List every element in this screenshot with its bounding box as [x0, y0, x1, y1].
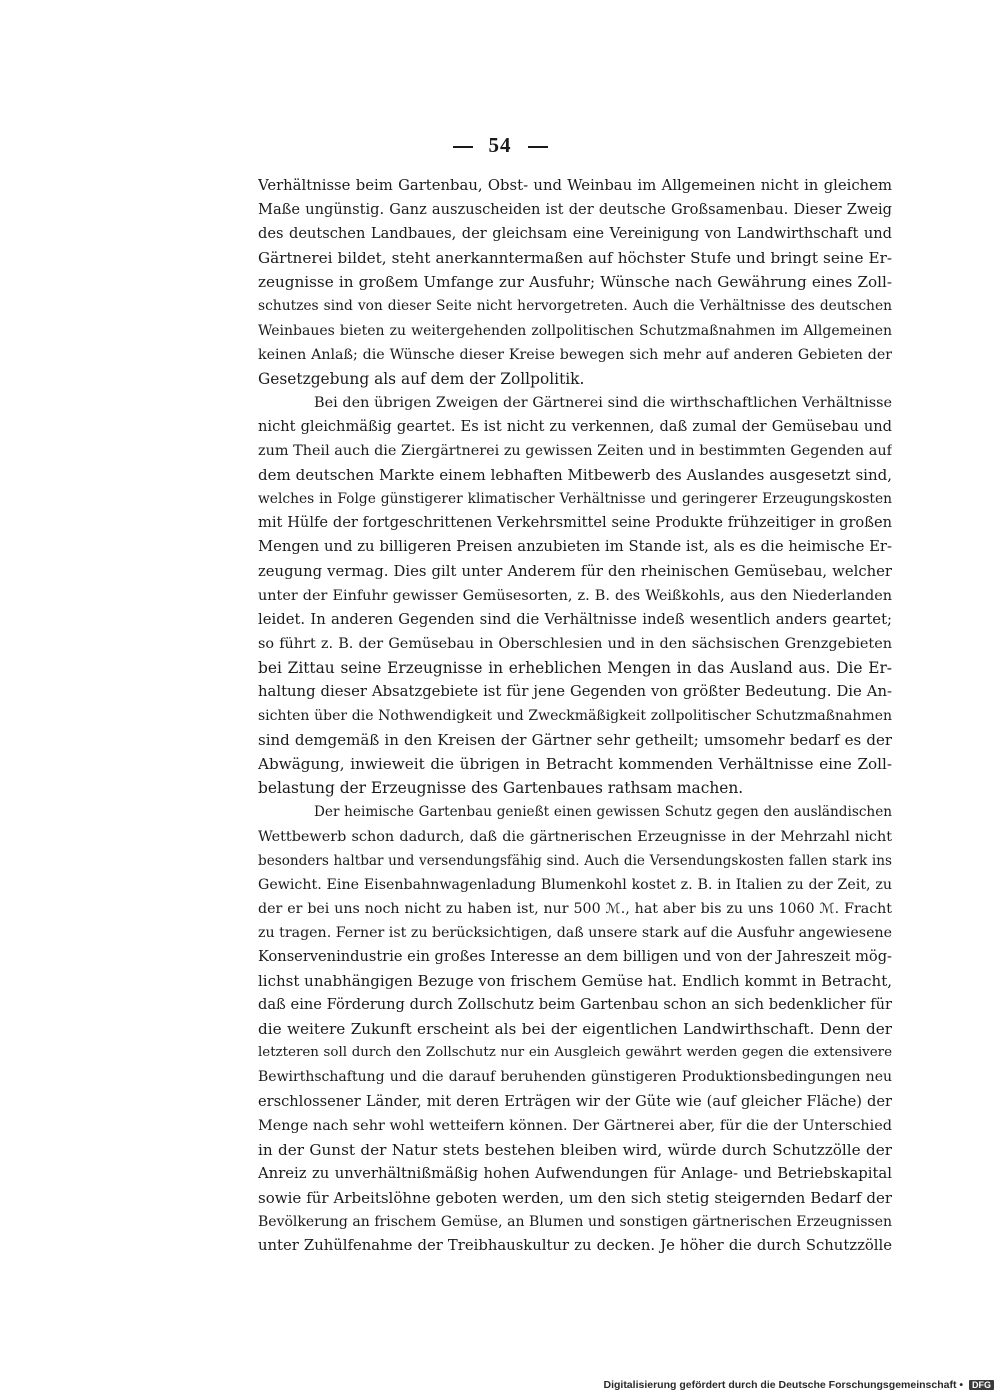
text-line: unter der Einfuhr gewisser Gemüsesorten, z. B. des Weißkohls, aus den Niederlanden [258, 587, 892, 604]
text-line: so führt z. B. der Gemüsebau in Oberschlesien und in den sächsischen Grenzgebieten [258, 635, 892, 652]
text-line: Anreiz zu unverhältnißmäßig hohen Aufwendungen für Anlage- und Betriebskapital [258, 1164, 892, 1182]
paragraph [258, 800, 892, 1258]
text-line: keinen Anlaß; die Wünsche dieser Kreise bewegen sich mehr auf anderen Gebieten der [258, 346, 892, 363]
text-line: sichten über die Nothwendigkeit und Zweckmäßigkeit zollpolitischer Schutzmaßnahmen [258, 708, 892, 725]
text-line: leidet. In anderen Gegenden sind die Verhältnisse indeß wesentlich anders geartet; [258, 610, 892, 628]
text-line: sowie für Arbeitslöhne geboten werden, um den sich stetig steigernden Bedarf der [258, 1188, 892, 1207]
text-line: belastung der Erzeugnisse des Gartenbaues rathsam machen. [258, 779, 744, 798]
text-line: Abwägung, inwieweit die übrigen in Betracht kommenden Verhältnisse eine Zoll- [258, 755, 892, 774]
page-number-right-dash [528, 146, 548, 148]
footer-separator: • [959, 1379, 964, 1391]
text-line: Bei den übrigen Zweigen der Gärtnerei sind die wirthschaftlichen Verhältnisse [314, 394, 892, 411]
text-line: Bewirthschaftung und die darauf beruhenden günstigeren Produktionsbedingungen neu [258, 1069, 892, 1086]
text-line: Gesetzgebung als auf dem der Zollpolitik. [258, 369, 585, 388]
text-line: Menge nach sehr wohl wetteifern können. Der Gärtnerei aber, für die der Unterschied [258, 1117, 892, 1134]
page-number [0, 133, 1000, 158]
text-line: erschlossener Länder, mit deren Erträgen wir der Güte wie (auf gleicher Fläche) der [258, 1092, 892, 1110]
text-line: Verhältnisse beim Gartenbau, Obst- und Weinbau im Allgemeinen nicht in gleichem [258, 177, 892, 194]
text-line: unter Zuhülfenahme der Treibhauskultur zu decken. Je höher die durch Schutzzölle [258, 1237, 892, 1255]
text-line: Gewicht. Eine Eisenbahnwagenladung Blumenkohl kostet z. B. in Italien zu der Zeit, zu [258, 876, 892, 893]
text-line: Bevölkerung an frischem Gemüse, an Blumen und sonstigen gärtnerischen Erzeugnissen [258, 1214, 892, 1231]
text-line: Mengen und zu billigeren Preisen anzubieten im Stande ist, als es die heimische Er- [258, 538, 892, 556]
text-line: Weinbaues bieten zu weitergehenden zollpolitischen Schutzmaßnahmen im Allgemeinen [258, 322, 892, 339]
paragraph [258, 391, 892, 801]
footer-credit-text: Digitalisierung gefördert durch die Deutsche Forschungsgemeinschaft [603, 1379, 957, 1391]
text-line: dem deutschen Markte einem lebhaften Mitbewerb des Auslandes ausgesetzt sind, [258, 466, 892, 485]
text-line: Konservenindustrie ein großes Interesse an dem billigen und von der Jahreszeit mög- [258, 948, 892, 965]
text-line: der er bei uns noch nicht zu haben ist, nur 500 ℳ., hat aber bis zu uns 1060 ℳ. Fracht [258, 900, 892, 917]
text-line: Wettbewerb schon dadurch, daß die gärtnerischen Erzeugnisse in der Mehrzahl nicht [258, 828, 892, 845]
text-line: nicht gleichmäßig geartet. Es ist nicht zu verkennen, daß zumal der Gemüsebau und [258, 417, 892, 435]
text-line: lichst unabhängigen Bezuge von frischem Gemüse hat. Endlich kommt in Betracht, [258, 972, 892, 991]
paragraph [258, 174, 892, 391]
text-line: Gärtnerei bildet, steht anerkanntermaßen auf höchster Stufe und bringt seine Er- [258, 249, 892, 268]
text-line: schutzes sind von dieser Seite nicht hervorgetreten. Auch die Verhältnisse des deutschen [258, 298, 892, 315]
text-line: mit Hülfe der fortgeschrittenen Verkehrsmittel seine Produkte frühzeitiger in großen [258, 514, 892, 532]
page-number-value: 54 [488, 133, 512, 157]
text-line: zu tragen. Ferner ist zu berücksichtigen, daß unsere stark auf die Ausfuhr angewiesene [258, 924, 892, 941]
text-line: bei Zittau seine Erzeugnisse in erheblichen Mengen in das Ausland aus. Die Er- [258, 658, 892, 677]
dfg-logo-icon: DFG [969, 1380, 994, 1390]
body-text [258, 174, 892, 1258]
text-line: zeugnisse in großem Umfange zur Ausfuhr; Wünsche nach Gewährung eines Zoll- [258, 273, 892, 292]
footer-credit [603, 1379, 994, 1391]
text-line: besonders haltbar und versendungsfähig sind. Auch die Versendungskosten fallen stark ins [258, 852, 892, 869]
text-line: Der heimische Gartenbau genießt einen gewissen Schutz gegen den ausländischen [314, 804, 892, 821]
text-line: welches in Folge günstigerer klimatischer Verhältnisse und geringerer Erzeugungskosten [258, 491, 892, 508]
text-line: des deutschen Landbaues, der gleichsam eine Vereinigung von Landwirthschaft und [258, 225, 892, 243]
page-number-left-dash [453, 146, 473, 148]
text-line: letzteren soll durch den Zollschutz nur ein Ausgleich gewährt werden gegen die extensivere [258, 1045, 892, 1061]
text-line: in der Gunst der Natur stets bestehen bleiben wird, würde durch Schutzzölle der [258, 1140, 892, 1159]
text-line: zum Theil auch die Ziergärtnerei zu gewissen Zeiten und in bestimmten Gegenden auf [258, 443, 892, 460]
text-line: haltung dieser Absatzgebiete ist für jene Gegenden von größter Bedeutung. Die An- [258, 682, 892, 700]
text-line: sind demgemäß in den Kreisen der Gärtner sehr getheilt; umsomehr bedarf es der [258, 731, 892, 750]
text-line: daß eine Förderung durch Zollschutz beim Gartenbau schon an sich bedenklicher für [258, 996, 892, 1014]
text-line: Maße ungünstig. Ganz auszuscheiden ist der deutsche Großsamenbau. Dieser Zweig [258, 201, 892, 219]
text-line: die weitere Zukunft erscheint als bei der eigentlichen Landwirthschaft. Denn der [258, 1020, 892, 1039]
text-line: zeugung vermag. Dies gilt unter Anderem für den rheinischen Gemüsebau, welcher [258, 562, 892, 580]
